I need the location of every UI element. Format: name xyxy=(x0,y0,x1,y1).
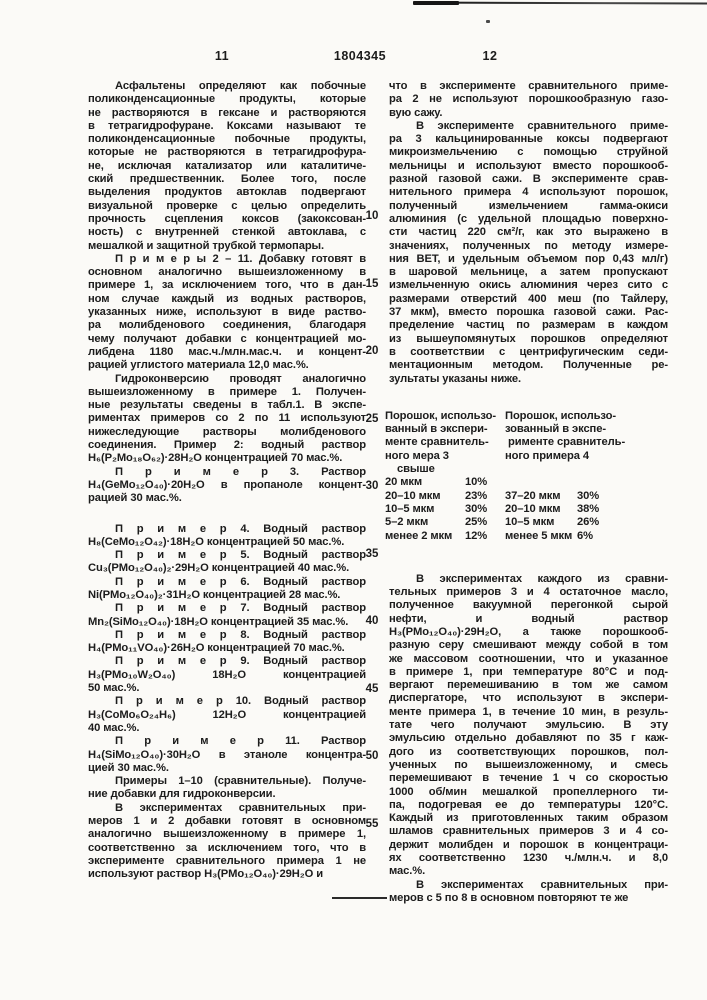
text-line: П р и м е р 6. Водный раствор xyxy=(115,575,366,588)
text-line: П р и м е р 10. Водный раствор xyxy=(115,695,366,708)
table-left-size-cell: менее 2 мкм xyxy=(385,529,453,542)
table-right-percent-cell: 38% xyxy=(577,502,600,515)
table-right-size-cell: 20–10 мкм xyxy=(505,502,561,515)
text-line: перемешивают в течение 1 ч со скоростью xyxy=(389,772,668,785)
table-right-size-cell: менее 5 мкм xyxy=(505,529,573,542)
text-line: ра 2 не используют порошкообразную газо- xyxy=(389,93,668,106)
text-line: мельницы и используют вместо порошкооб- xyxy=(389,159,668,172)
text-line: тельных примеров 3 и 4 остаточное масло, xyxy=(389,586,668,599)
table-left-percent-cell: 12% xyxy=(465,529,488,542)
text-line: П р и м е р 9. Водный раствор xyxy=(115,655,366,668)
paragraph xyxy=(88,802,366,882)
patent-number: 1804345 xyxy=(333,49,387,63)
text-line: П р и м е р 7. Водный раствор xyxy=(115,602,366,615)
paragraph xyxy=(88,373,366,466)
table-left-percent-cell: 10% xyxy=(465,476,488,489)
text-line: тате чего получают эмульсию. В эту xyxy=(389,719,668,732)
table-left-percent-cell: 30% xyxy=(465,502,488,515)
text-line: нефти, и водный раствор xyxy=(389,612,668,625)
table-header-line: рименте сравнитель- xyxy=(505,436,626,449)
text-line: визуальной проверке с целью определить xyxy=(88,199,366,212)
text-line: 40 мас.%. xyxy=(88,721,140,734)
line-number: 20 xyxy=(365,345,379,357)
text-line: ях соответственно 1230 ч./млн.ч. и 8,0 xyxy=(389,852,668,865)
text-line: рацией углистого материала 12,0 мас.%. xyxy=(88,359,309,372)
text-line: используют раствор H₃(PMo₁₂O₄₀)·29H₂O и xyxy=(88,868,324,881)
text-line: ность) с внутренней стенкой автоклава, с xyxy=(88,226,366,239)
table-header-line: зованный в экспе- xyxy=(505,423,606,436)
text-line: не, исключая катализатор или каталитиче- xyxy=(88,159,366,172)
text-line: мас.%. xyxy=(389,865,426,878)
table-header-line: ного мера 3 xyxy=(385,449,449,462)
scan-speck xyxy=(486,20,490,23)
text-line: ментационным методом. Полученные ре- xyxy=(389,359,668,372)
text-line: В экспериментах сравнительных при- xyxy=(416,878,668,891)
line-number: 15 xyxy=(365,277,379,290)
text-line: ние добавки для гидроконверсии. xyxy=(88,788,276,801)
text-line: цией 30 мас.%. xyxy=(88,761,169,774)
table-left-percent-cell: 25% xyxy=(465,516,488,529)
text-line: соединения. Пример 2: водный раствор xyxy=(88,439,366,452)
table-header-line: Порошок, использо- xyxy=(505,409,616,422)
text-line: основном аналогично вышеизложенному в xyxy=(88,266,366,279)
paragraph xyxy=(88,695,366,735)
paragraph xyxy=(88,655,366,695)
text-line: поликонденсационные продукты, которые xyxy=(88,93,366,106)
paragraph xyxy=(88,549,366,576)
paragraph xyxy=(88,775,366,802)
text-line: эмульсию отдельно добавляют по 35 г каж- xyxy=(389,732,668,745)
paragraph xyxy=(88,253,366,373)
paragraph xyxy=(88,629,366,656)
paragraph xyxy=(389,80,668,120)
text-line: примере 1, за исключением того, что в дан- xyxy=(88,279,366,292)
text-line: в тетрагидрофуране. Коксами называют те xyxy=(88,119,366,132)
line-number: 50 xyxy=(365,750,379,762)
text-line: В экспериментах каждого из сравни- xyxy=(416,572,668,585)
particle-size-table xyxy=(385,410,668,543)
text-line: 37 мкм), вместо порошка газовой сажи. Рас- xyxy=(389,306,668,319)
left-text-column xyxy=(88,80,366,882)
text-line: Гидроконверсию проводят аналогично xyxy=(115,372,366,385)
text-line: П р и м е р 5. Водный раствор xyxy=(115,549,366,562)
text-line: что в эксперименте сравнительного приме- xyxy=(389,80,668,92)
text-line: размерами отверстий 400 меш (по Тайлеру, xyxy=(389,292,668,305)
text-line: ном случае каждый из водных растворов, xyxy=(88,292,366,305)
text-line: П р и м е р 4. Водный раствор xyxy=(115,522,366,535)
text-line: Cu₃(PMo₁₂O₄₀)₂·29H₂O концентрацией 40 мас.%. xyxy=(88,562,350,575)
line-number: 25 xyxy=(365,412,379,425)
table-row xyxy=(505,490,668,503)
text-line: меров 1 и 2 добавки готовят в основном xyxy=(88,815,366,828)
text-line: H₃(PMo₁₂O₄₀)·29H₂O, а также порошкооб- xyxy=(389,625,668,638)
text-line: из вышеупомянутых порошков определяют xyxy=(389,332,668,345)
text-line: сти частиц 220 см²/г, как это выражено в xyxy=(389,226,668,239)
text-line: ные результаты сведены в табл.1. В экспе- xyxy=(88,399,366,412)
text-line: Примеры 1–10 (сравнительные). Получе- xyxy=(115,775,366,788)
table-spacer xyxy=(505,463,668,490)
text-line: ра молибденового соединения, благодаря xyxy=(88,319,366,332)
text-line: не растворяются в гексане и растворяются xyxy=(88,106,366,119)
table-right-size-cell: 10–5 мкм xyxy=(505,516,555,529)
text-line: измельченную окись алюминия через сито с xyxy=(389,279,668,292)
table-header-line: Порошок, использо- xyxy=(385,409,496,422)
text-line: мешалкой и защитной трубкой термопары. xyxy=(88,239,325,252)
scan-edge-artifact xyxy=(413,1,459,5)
table-row xyxy=(385,530,510,543)
table-header-line: менте сравнитель- xyxy=(385,436,489,449)
paragraph xyxy=(88,735,366,775)
text-line: в шаровой мельнице, а затем пропускают xyxy=(389,266,668,279)
text-line: значениях, полученных по методу измере- xyxy=(389,239,668,252)
text-line: H₄(GeMo₁₂O₄₀)·20H₂O в пропаноле концент- xyxy=(88,478,366,491)
table-header-line: ного примера 4 xyxy=(505,449,589,462)
text-line: В экспериментах сравнительных при- xyxy=(115,801,366,814)
text-line: которые не растворяются в тетрагидрофура- xyxy=(88,146,366,159)
text-line: эксперименте сравнительного примера 1 не xyxy=(88,854,366,867)
text-line: Асфальтены определяют как побочные xyxy=(115,80,366,92)
text-line: П р и м е р ы 2 – 11. Добавку готовят в xyxy=(115,252,366,265)
column-end-rule xyxy=(332,897,387,899)
table-pre-row: свыше xyxy=(397,463,435,476)
paragraph xyxy=(88,576,366,603)
text-line: ученных по вышеизложенному, и смесь xyxy=(389,758,668,771)
text-line: ния ВЕТ, и удельным объемом пор 0,43 мл/г) xyxy=(389,252,668,265)
paragraph xyxy=(389,879,668,906)
text-line: H₃(PMo₁₀W₂O₄₀) 18H₂O концентрацией xyxy=(88,668,366,681)
text-line: нижеследующие растворы молибденового xyxy=(88,425,366,438)
page-number-right: 12 xyxy=(482,49,498,63)
text-line: разной газовой сажи. В эксперименте срав- xyxy=(389,173,668,186)
table-row xyxy=(385,476,510,489)
table-row xyxy=(385,490,510,503)
text-line: соответственно за исключением того, что в xyxy=(88,841,366,854)
text-line: H₃(CoMo₆O₂₄H₆) 12H₂O концентрацией xyxy=(88,708,366,721)
paragraph xyxy=(389,120,668,386)
table-row xyxy=(505,530,668,543)
paragraph xyxy=(88,80,366,253)
table-column-comparative-example-4 xyxy=(505,410,668,543)
paragraph xyxy=(88,523,366,550)
text-line: нительного примера 4 используют порошок, xyxy=(389,186,668,199)
paragraph xyxy=(88,466,366,506)
text-line: алюминия (с удельной площадью поверхно- xyxy=(389,212,668,225)
text-line: Ni(PMo₁₂O₄₀)₂·31H₂O концентрацией 28 мас.%. xyxy=(88,588,341,601)
text-line: в примере 1, при температуре 80°С и под- xyxy=(389,665,668,678)
text-line: па, подогревая ее до температуры 120°С. xyxy=(389,798,668,811)
text-line: в соответствии с центрифугическим седи- xyxy=(389,345,668,358)
text-line: прочность сцепления коксов (закоксован- xyxy=(88,212,366,225)
page-number-left: 11 xyxy=(214,49,230,63)
text-line: H₆(P₂Mo₁₈O₆₂)·28H₂O концентрацией 70 мас.%. xyxy=(88,452,343,465)
table-left-size-cell: 10–5 мкм xyxy=(385,502,435,515)
text-line: чему получают добавки с концентрацией мо- xyxy=(88,332,366,345)
text-line: меров с 5 по 8 в основном повторяют те же xyxy=(389,891,629,904)
table-row xyxy=(385,503,510,516)
table-right-percent-cell: 6% xyxy=(577,529,593,542)
table-row xyxy=(385,516,510,529)
line-number: 55 xyxy=(365,817,379,830)
text-line: H₄(PMo₁₁VO₄₀)·26H₂O концентрацией 70 мас.%. xyxy=(88,642,345,655)
table-left-size-cell: 5–2 мкм xyxy=(385,516,429,529)
text-line: микроизмельчению с помощью струйной xyxy=(389,146,668,159)
right-text-column xyxy=(385,80,668,905)
text-line: Mn₂(SiMo₁₂O₄₀)·18H₂O концентрацией 35 мас.%. xyxy=(88,615,349,628)
line-number: 30 xyxy=(365,480,379,492)
text-line: пределение частиц по размерам в каждом xyxy=(389,319,668,332)
text-line: дого из соответствующих порошков, пол- xyxy=(389,745,668,758)
text-line: П р и м е р 3. Раствор xyxy=(115,465,366,478)
text-line: П р и м е р 11. Раствор xyxy=(115,735,366,748)
text-line: вышеизложенному в примере 1. Получен- xyxy=(88,385,366,398)
text-line: H₈(CeMo₁₂O₄₂)·18H₂O концентрацией 50 мас.%. xyxy=(88,535,345,548)
text-line: шламов сравнительных примеров 3 и 4 со- xyxy=(389,825,668,838)
table-right-size-cell: 37–20 мкм xyxy=(505,489,561,502)
line-number: 10 xyxy=(365,210,379,222)
text-line: выделения продуктов автоклав подвергают xyxy=(88,186,366,199)
table-column-comparative-example-3 xyxy=(385,410,510,543)
text-line: вую сажу. xyxy=(389,106,443,119)
text-line: П р и м е р 8. Водный раствор xyxy=(115,628,366,641)
line-number: 45 xyxy=(365,682,379,695)
text-line: H₄(SiMo₁₂O₄₀)·30H₂O в этаноле концентра- xyxy=(88,748,366,761)
paragraph xyxy=(88,602,366,629)
text-line: рацией 30 мас.%. xyxy=(88,492,182,505)
text-line: вергают перемешиванию в том же самом xyxy=(389,679,668,692)
text-line: 1000 об/мин мешалкой пропеллерного ти- xyxy=(389,785,668,798)
text-line: менте примера 1, в течение 10 мин, в резуль- xyxy=(389,705,668,718)
table-right-percent-cell: 26% xyxy=(577,516,600,529)
text-line: диспергаторе, что используют в экспери- xyxy=(389,692,668,705)
text-line: указанных ниже, используют в виде раство- xyxy=(88,306,366,319)
text-line: разную серу смешивают между собой в том xyxy=(389,639,668,652)
text-line: полученный измельчением гамма-окиси xyxy=(389,199,668,212)
text-line: либдена 1180 мас.ч./млн.мас.ч. и концент- xyxy=(88,345,366,358)
table-right-percent-cell: 30% xyxy=(577,489,600,502)
line-number: 40 xyxy=(365,615,379,627)
table-left-size-cell: 20 мкм xyxy=(385,476,423,489)
text-line: зультаты указаны ниже. xyxy=(389,372,521,385)
table-left-size-cell: 20–10 мкм xyxy=(385,489,441,502)
text-line: Каждый из приготовленных таким образом xyxy=(389,812,668,825)
paragraph xyxy=(389,573,668,879)
text-line: риментах примеров со 2 по 11 используют xyxy=(88,412,366,425)
text-line: держит молибден и порошок в концентраци- xyxy=(389,838,668,851)
table-header-line: ванный в экспери- xyxy=(385,423,488,436)
line-number: 35 xyxy=(365,547,379,560)
text-line: В эксперименте сравнительного приме- xyxy=(416,119,668,132)
text-line: полученное вакуумной перегонкой сырой xyxy=(389,599,668,612)
text-line: 50 мас.%. xyxy=(88,682,140,695)
text-line: же массовом соотношении, что и указанное xyxy=(389,652,668,665)
text-line: поликонденсационные побочные продукты, xyxy=(88,133,366,146)
text-line: аналогично вышеизложенному в примере 1, xyxy=(88,828,366,841)
table-row xyxy=(505,503,668,516)
table-row xyxy=(505,516,668,529)
table-left-percent-cell: 23% xyxy=(465,489,488,502)
text-line: ский предшественник. Более того, после xyxy=(88,173,366,186)
text-line: ра 3 кальцинированные коксы подвергают xyxy=(389,133,668,146)
